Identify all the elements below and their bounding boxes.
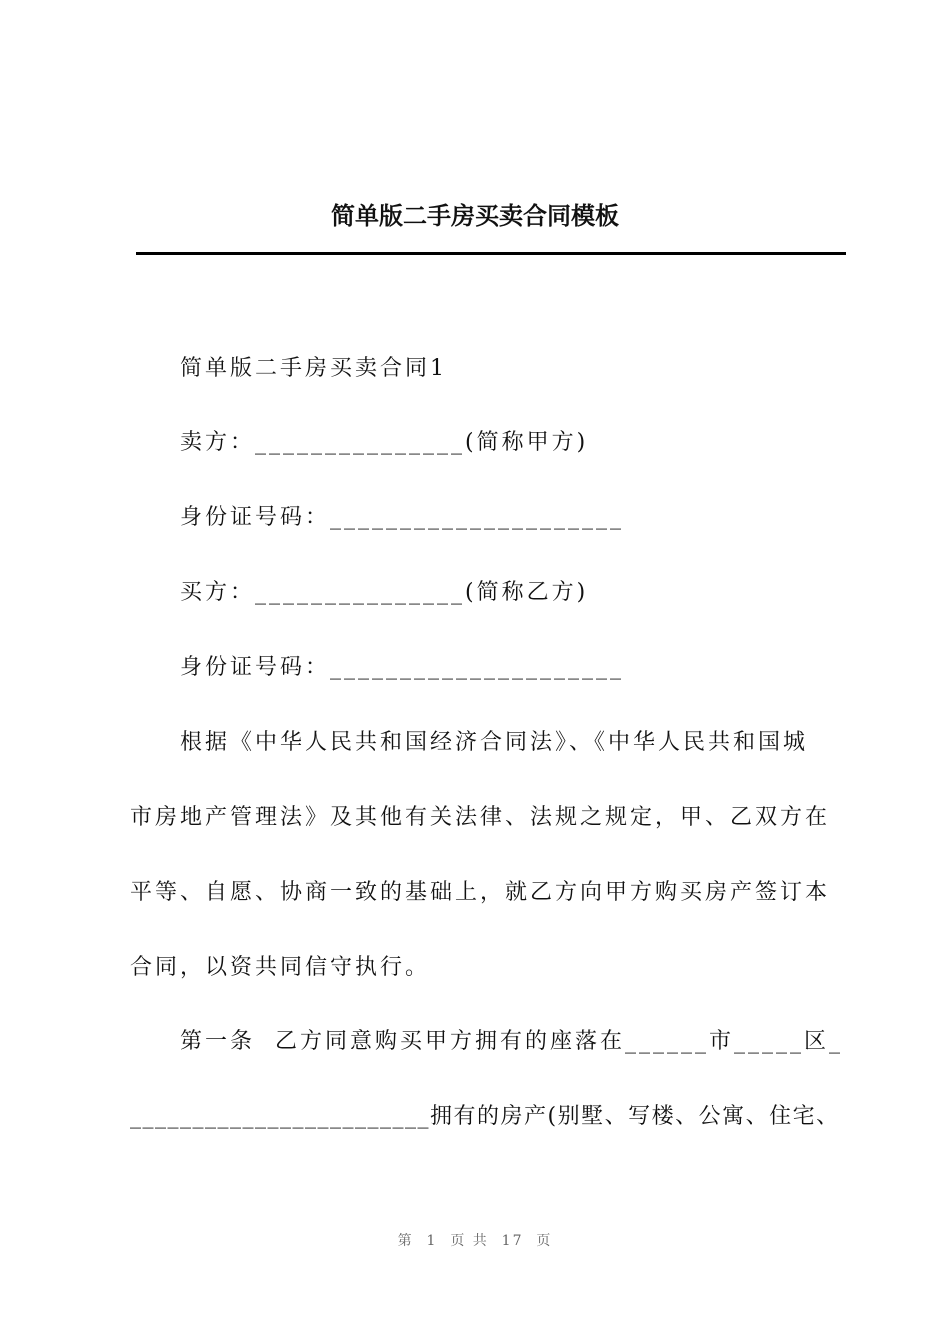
document-title: 简单版二手房买卖合同模板 <box>331 202 619 230</box>
article-1-line-1: 第一条 乙方同意购买甲方拥有的座落在______市_____区_ <box>180 1029 843 1054</box>
preamble-line-3: 平等、自愿、协商一致的基础上，就乙方向甲方购买房产签订本 <box>130 880 831 905</box>
article-1-line-2: ________________________拥有的房产(别墅、写楼、公寓、住宅、 <box>130 1104 840 1129</box>
seller-id-line: 身份证号码：_____________________ <box>180 505 625 530</box>
seller-line: 卖方：_______________(简称甲方) <box>180 430 589 455</box>
contract-heading: 简单版二手房买卖合同1 <box>180 356 447 381</box>
preamble-line-1: 根据《中华人民共和国经济合同法》、《中华人民共和国城 <box>180 730 809 755</box>
buyer-id-line: 身份证号码：_____________________ <box>180 655 625 680</box>
page-number-footer: 第 1 页 共 17 页 <box>397 1233 553 1249</box>
title-divider <box>136 252 846 255</box>
buyer-line: 买方：_______________(简称乙方) <box>180 580 589 605</box>
preamble-line-2: 市房地产管理法》及其他有关法律、法规之规定，甲、乙双方在 <box>130 805 831 830</box>
preamble-line-4: 合同，以资共同信守执行。 <box>130 955 431 980</box>
